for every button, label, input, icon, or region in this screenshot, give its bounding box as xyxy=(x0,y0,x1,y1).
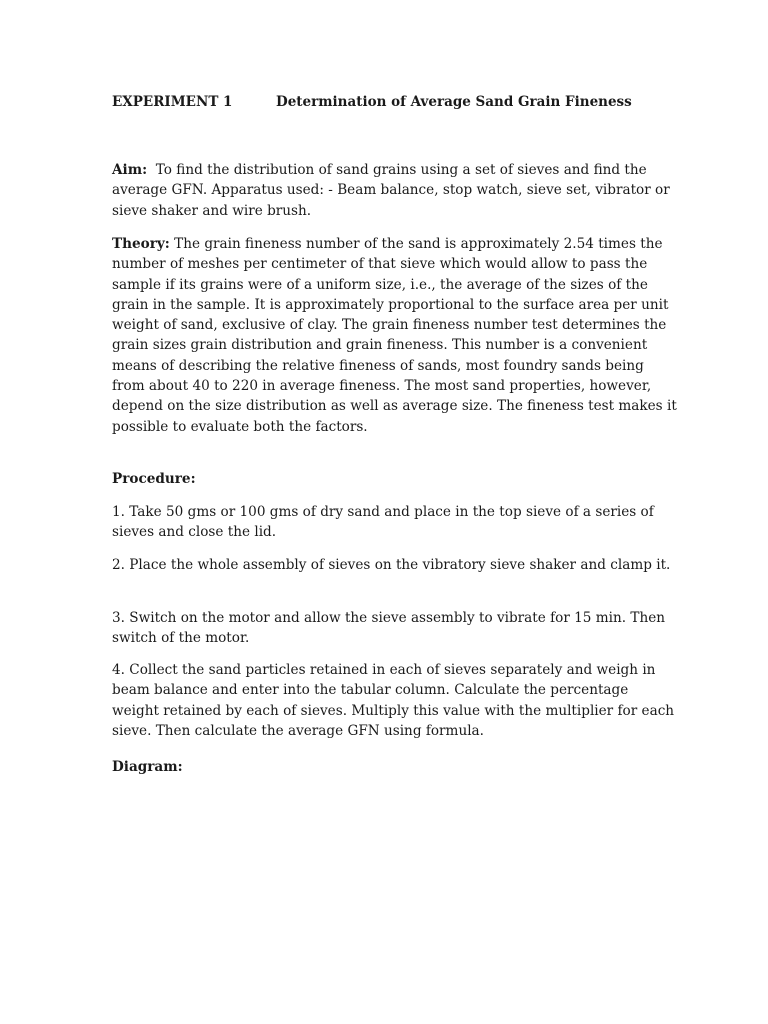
diagram-heading: Diagram: xyxy=(112,759,183,775)
procedure-step: 3. Switch on the motor and allow the sieve assembly to vibrate for 15 min. Then switch of the motor. xyxy=(112,610,666,647)
experiment-title: Determination of Average Sand Grain Fineness xyxy=(276,94,632,110)
aim-text: To find the distribution of sand grains using a set of sieves and find the average GFN. Apparatus used: - Beam balance, stop watch, sieve set, vibrator or sieve shaker and wire brush. xyxy=(112,162,670,219)
document-heading xyxy=(112,94,677,110)
theory-text: The grain fineness number of the sand is approximately 2.54 times the number of meshes per centimeter of that sieve which would allow to pass the sample if its grains were of a uniform size, i.e., the average of the sizes of the grain in the sample. It is approximately proportional to the surface area per unit weight of sand, exclusive of clay. The grain fineness number test determines the grain sizes grain distribution and grain fineness. This number is a convenient means of describing the relative fineness of sands, most foundry sands being from about 40 to 220 in average fineness. The most sand properties, however, depend on the size distribution as well as average size. The fineness test makes it possible to evaluate both the factors. xyxy=(112,236,677,435)
procedure-heading: Procedure: xyxy=(112,471,196,487)
procedure-step: 4. Collect the sand particles retained in each of sieves separately and weigh in beam balance and enter into the tabular column. Calculate the percentage weight retained by each of sieves. Multiply this value with the multiplier for each sieve. Then calculate the average GFN using formula. xyxy=(112,662,675,739)
aim-paragraph xyxy=(112,160,677,221)
procedure-step: 2. Place the whole assembly of sieves on the vibratory sieve shaker and clamp it. xyxy=(112,557,671,573)
theory-label: Theory: xyxy=(112,236,170,252)
theory-paragraph xyxy=(112,234,677,437)
procedure-step: 1. Take 50 gms or 100 gms of dry sand and place in the top sieve of a series of sieves and close the lid. xyxy=(112,504,654,541)
experiment-number: EXPERIMENT 1 xyxy=(112,94,233,110)
aim-label: Aim: xyxy=(112,162,148,178)
